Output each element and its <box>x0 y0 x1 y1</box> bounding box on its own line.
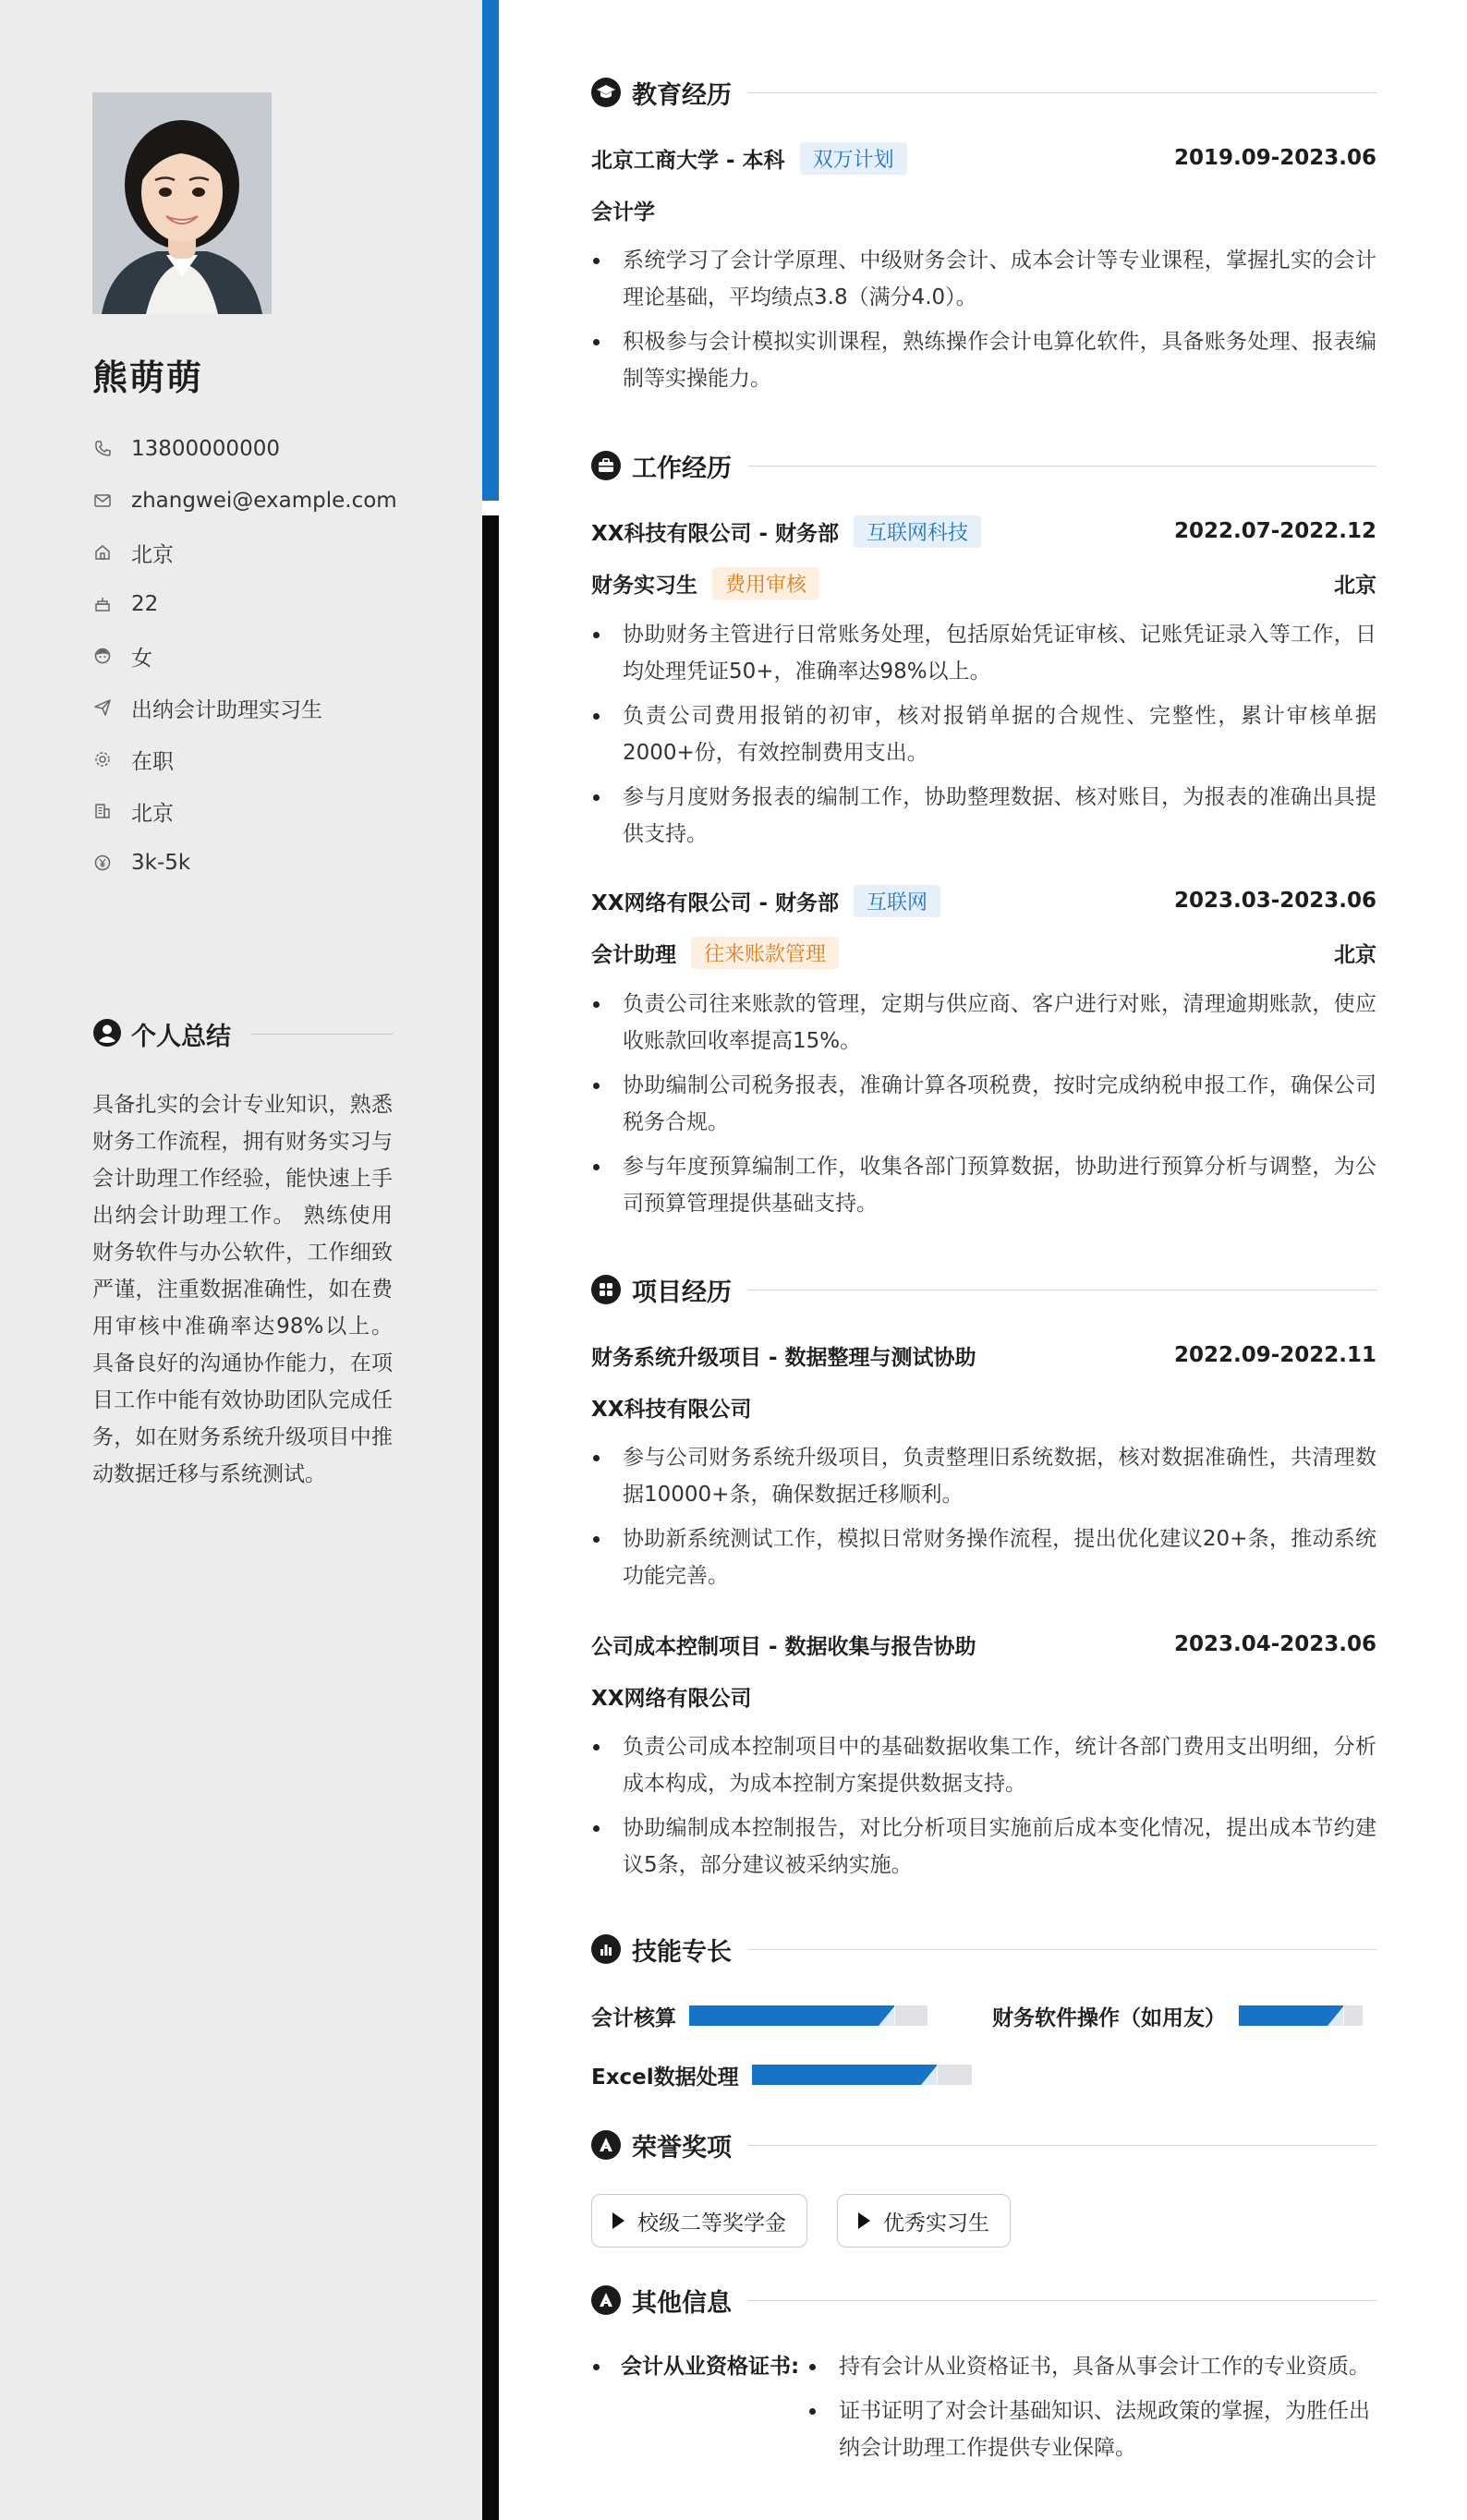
skill-bar-fill <box>689 2005 894 2026</box>
info-target-job <box>92 682 443 733</box>
other-heading <box>591 2282 1376 2319</box>
summary-heading <box>92 1016 393 1052</box>
projects-title: 项目经历 <box>632 1278 732 1307</box>
skill-bar <box>1239 2005 1363 2026</box>
project-name: 公司成本控制项目 - 数据收集与报告协助 <box>591 1634 976 1659</box>
skill-name: 财务软件操作（如用友） <box>992 2005 1226 2030</box>
project-period: 2023.04-2023.06 <box>1173 1632 1376 1656</box>
list-item: 协助编制成本控制报告，对比分析项目实施前后成本变化情况，提出成本节约建议5条，部分建议被采纳实施。 <box>591 1810 1376 1884</box>
skill-item <box>992 2000 1363 2031</box>
job-role: 会计助理 <box>591 942 676 967</box>
job-2-company-row <box>591 882 1376 919</box>
age-text: 22 <box>131 592 159 616</box>
target-job-text: 出纳会计助理实习生 <box>131 697 322 722</box>
honor-text: 校级二等奖学金 <box>637 2211 786 2235</box>
other-title: 其他信息 <box>632 2288 732 2318</box>
project-1-org-row <box>591 1388 1376 1425</box>
contact-info-list <box>92 423 443 889</box>
honors-heading <box>591 2126 1376 2163</box>
list-item: 参与月度财务报表的编制工作，协助整理数据、核对账目，为报表的准确出具提供支持。 <box>591 779 1376 853</box>
major: 会计学 <box>591 200 655 224</box>
education-school-row <box>591 139 1376 176</box>
list-item: 参与年度预算编制工作，收集各部门预算数据，协助进行预算分析与调整，为公司预算管理提供基础支持。 <box>591 1148 1376 1222</box>
other-info-row <box>591 2348 1376 2474</box>
skill-item <box>591 2059 972 2090</box>
candidate-name: 熊萌萌 <box>92 357 204 398</box>
list-item: 负责公司往来账款的管理，定期与供应商、客户进行对账，清理逾期账款，使应收账款回收率提高15%。 <box>591 986 1376 1060</box>
project-1-bullets <box>591 1439 1376 1602</box>
info-gender <box>92 630 443 682</box>
cake-icon <box>92 594 113 614</box>
project-org: XX网络有限公司 <box>591 1686 752 1711</box>
certificate-label: 会计从业资格证书: <box>591 2348 807 2474</box>
info-age <box>92 578 443 630</box>
honors-title: 荣誉奖项 <box>632 2133 732 2163</box>
list-item: 协助新系统测试工作，模拟日常财务操作流程，提出优化建议20+条，推动系统功能完善。 <box>591 1520 1376 1594</box>
list-item: 系统学习了会计学原理、中级财务会计、成本会计等专业课程，掌握扎实的会计理论基础，平均绩点3.8（满分4.0）。 <box>591 242 1376 316</box>
chart-icon <box>591 1934 621 1964</box>
gender-icon <box>92 646 113 666</box>
user-icon <box>92 1018 122 1051</box>
graduation-cap-icon <box>591 78 621 107</box>
info-icon <box>591 2285 621 2315</box>
info-email <box>92 475 443 527</box>
briefcase-icon <box>591 451 621 480</box>
salary-icon <box>92 853 113 873</box>
summary-title: 个人总结 <box>131 1023 231 1051</box>
phone-icon <box>92 439 113 459</box>
accent-bar <box>482 0 499 501</box>
divider <box>748 1949 1376 1950</box>
list-item: 证书证明了对会计基础知识、法规政策的掌握，为胜任出纳会计助理工作提供专业保障。 <box>807 2393 1376 2466</box>
skill-bar-fill <box>752 2065 937 2085</box>
dark-bar <box>482 515 499 2520</box>
project-1-row <box>591 1337 1376 1374</box>
send-icon <box>92 697 113 718</box>
phone-text: 13800000000 <box>131 437 280 461</box>
job-1-company-row <box>591 513 1376 550</box>
job-1-bullets <box>591 616 1376 860</box>
job-period: 2023.03-2023.06 <box>1173 889 1376 913</box>
list-item: 持有会计从业资格证书，具备从事会计工作的专业资质。 <box>807 2348 1376 2385</box>
education-major-row <box>591 191 1376 228</box>
education-period: 2019.09-2023.06 <box>1173 146 1376 170</box>
honors-list <box>591 2194 1376 2249</box>
list-item: 协助编制公司税务报表，准确计算各项税费，按时完成纳税申报工作，确保公司税务合规。 <box>591 1067 1376 1141</box>
project-name: 财务系统升级项目 - 数据整理与测试协助 <box>591 1345 976 1370</box>
skill-item <box>591 2000 927 2031</box>
job-company: XX网络有限公司 - 财务部 <box>591 890 840 915</box>
job-role-tag: 费用审核 <box>712 567 819 600</box>
job-role: 财务实习生 <box>591 573 697 598</box>
certificate-bullets <box>807 2348 1376 2474</box>
project-2-org-row <box>591 1678 1376 1714</box>
honor-badge <box>591 2194 807 2247</box>
info-status <box>92 733 443 785</box>
gender-text: 女 <box>131 646 152 671</box>
project-org: XX科技有限公司 <box>591 1397 752 1422</box>
list-item: 积极参与会计模拟实训课程，熟练操作会计电算化软件，具备账务处理、报表编制等实操能力。 <box>591 323 1376 397</box>
building-icon <box>92 801 113 821</box>
info-salary <box>92 837 443 889</box>
skill-name: 会计核算 <box>591 2005 676 2030</box>
job-city: 北京 <box>1334 573 1376 598</box>
info-phone <box>92 423 443 475</box>
play-icon <box>858 2212 870 2229</box>
email-text: zhangwei@example.com <box>131 489 397 513</box>
job-period: 2022.07-2022.12 <box>1173 519 1376 543</box>
skill-bar <box>752 2065 972 2085</box>
skills-heading <box>591 1931 1376 1968</box>
job-industry-tag: 互联网 <box>854 885 940 917</box>
skills-title: 技能专长 <box>632 1937 732 1967</box>
info-work-city <box>92 785 443 837</box>
education-bullets <box>591 242 1376 405</box>
skill-bar-fill <box>1239 2005 1343 2026</box>
info-location <box>92 527 443 578</box>
job-2-bullets <box>591 986 1376 1230</box>
divider <box>748 2145 1376 2146</box>
grid-icon <box>591 1275 621 1304</box>
divider <box>251 1034 393 1035</box>
project-2-bullets <box>591 1728 1376 1891</box>
skill-name: Excel数据处理 <box>591 2065 739 2090</box>
work-title: 工作经历 <box>632 454 732 483</box>
job-1-role-row <box>591 564 1376 601</box>
project-2-row <box>591 1626 1376 1663</box>
projects-heading <box>591 1271 1376 1308</box>
honor-text: 优秀实习生 <box>883 2211 989 2235</box>
school-name: 北京工商大学 - 本科 <box>591 148 785 173</box>
education-title: 教育经历 <box>632 80 732 110</box>
list-item: 负责公司费用报销的初审，核对报销单据的合规性、完整性，累计审核单据2000+份，有效控制费用支出。 <box>591 697 1376 771</box>
status-text: 在职 <box>131 749 174 774</box>
play-icon <box>612 2212 624 2229</box>
school-tag: 双万计划 <box>800 142 907 175</box>
honor-badge <box>837 2194 1011 2247</box>
location-text: 北京 <box>131 542 174 567</box>
education-heading <box>591 74 1376 111</box>
home-icon <box>92 542 113 563</box>
divider <box>748 2300 1376 2301</box>
salary-text: 3k-5k <box>131 851 191 875</box>
list-item: 参与公司财务系统升级项目，负责整理旧系统数据，核对数据准确性，共清理数据10000+条，确保数据迁移顺利。 <box>591 1439 1376 1513</box>
sidebar <box>0 0 482 2520</box>
work-heading <box>591 447 1376 484</box>
status-icon <box>92 749 113 769</box>
summary-text: 具备扎实的会计专业知识，熟悉财务工作流程，拥有财务实习与会计助理工作经验，能快速上手出纳会计助理工作。 熟练使用财务软件与办公软件，工作细致严谨，注重数据准确性，如在费用审核中准确率达98%以上。 具备良好的沟通协作能力，在项目工作中能有效协助团队完成任务，如在财务系统升级项目中推动数据迁移与系统测试。 <box>92 1093 393 1486</box>
avatar <box>92 92 272 314</box>
divider <box>748 92 1376 93</box>
job-2-role-row <box>591 934 1376 971</box>
skill-bar <box>689 2005 927 2026</box>
job-industry-tag: 互联网科技 <box>854 515 981 548</box>
project-period: 2022.09-2022.11 <box>1173 1343 1376 1367</box>
award-icon <box>591 2130 621 2160</box>
job-role-tag: 往来账款管理 <box>691 937 839 969</box>
mail-icon <box>92 491 113 511</box>
list-item: 负责公司成本控制项目中的基础数据收集工作，统计各部门费用支出明细，分析成本构成，为成本控制方案提供数据支持。 <box>591 1728 1376 1802</box>
list-item: 协助财务主管进行日常账务处理，包括原始凭证审核、记账凭证录入等工作，日均处理凭证50+，准确率达98%以上。 <box>591 616 1376 690</box>
job-company: XX科技有限公司 - 财务部 <box>591 521 840 546</box>
job-city: 北京 <box>1334 942 1376 967</box>
work-city-text: 北京 <box>131 801 174 826</box>
